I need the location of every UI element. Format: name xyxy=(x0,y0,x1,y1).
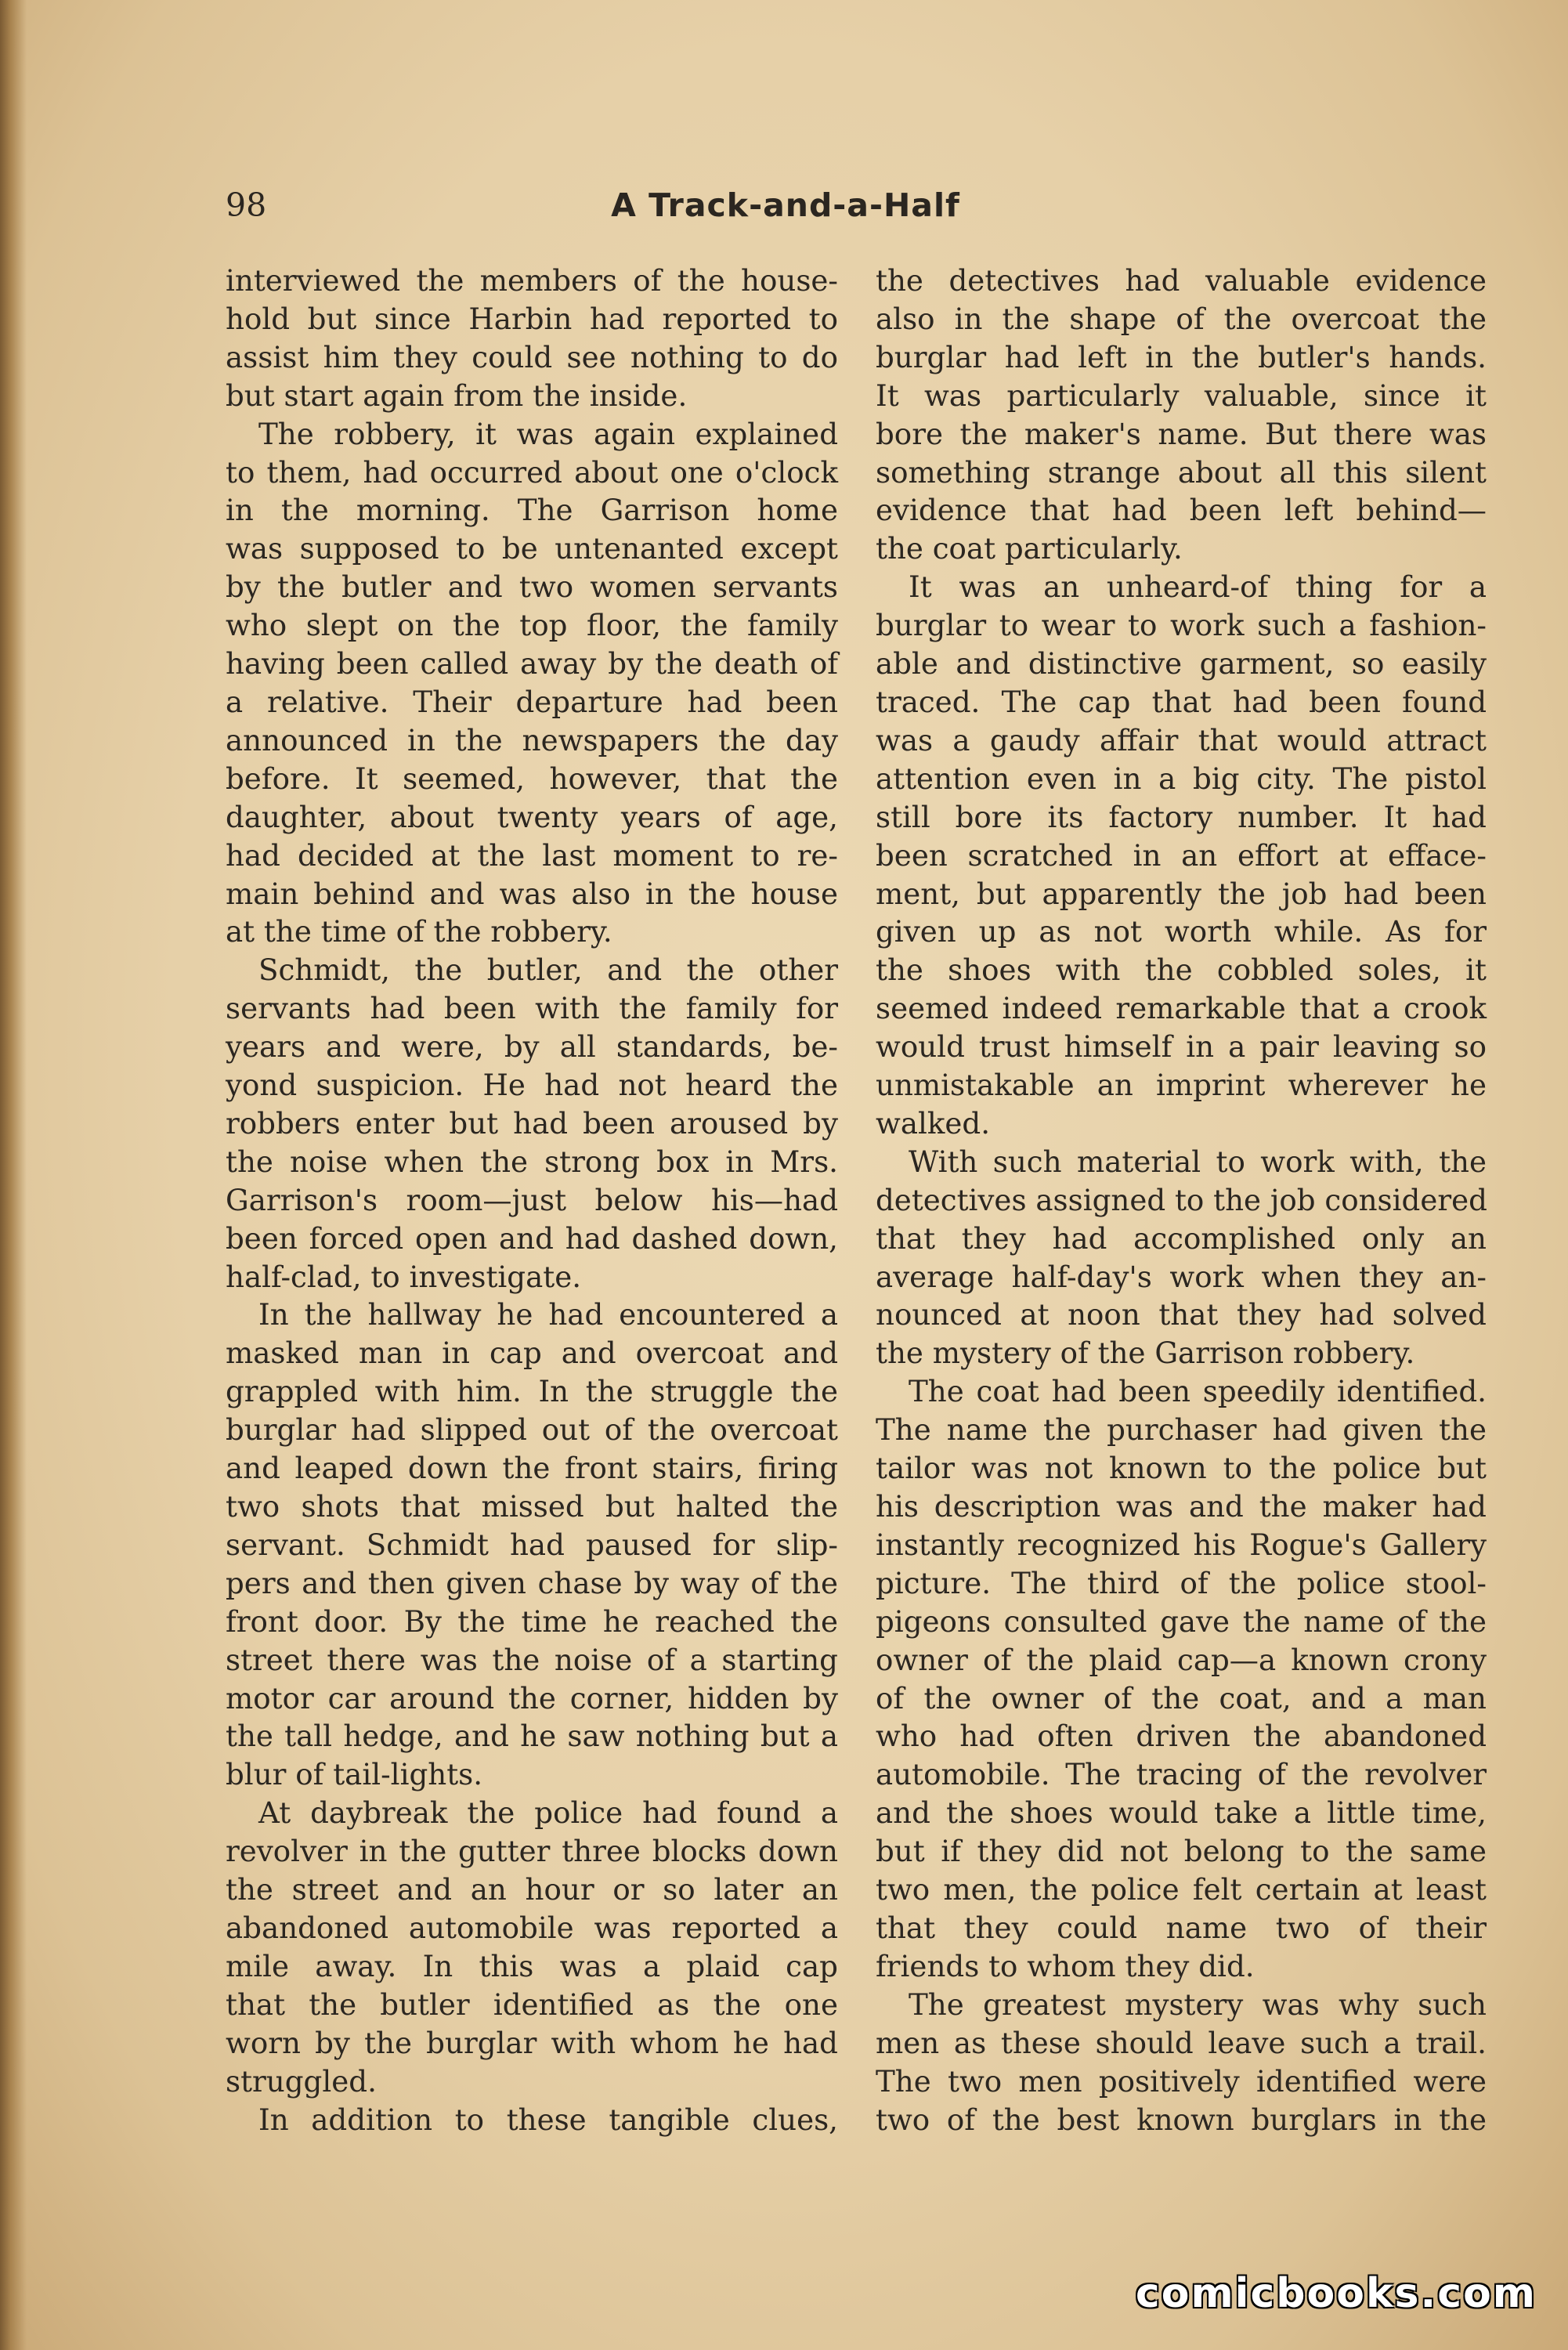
text-line: before. It seemed, however, that the xyxy=(226,761,838,796)
text-line: assist him they could see nothing to do xyxy=(226,339,838,374)
text-line: who had often driven the abandoned xyxy=(876,1719,1487,1754)
text-line: owner of the plaid cap—a known crony xyxy=(876,1642,1487,1677)
text-line: nounced at noon that they had solved xyxy=(876,1297,1487,1332)
text-line: yond suspicion. He had not heard the xyxy=(226,1068,838,1103)
text-line: bore the maker's name. But there was xyxy=(876,416,1487,451)
text-line: having been called away by the death of xyxy=(226,646,838,682)
running-title: A Track-and-a-Half xyxy=(611,186,960,224)
text-line: men as these should leave such a trail. xyxy=(876,2025,1487,2060)
column-text xyxy=(876,262,1487,2138)
page-number: 98 xyxy=(226,186,267,224)
text-line: attention even in a big city. The pistol xyxy=(876,761,1487,796)
text-line: was a gaudy affair that would attract xyxy=(876,722,1487,757)
text-line: interviewed the members of the house- xyxy=(226,263,838,298)
text-line: abandoned automobile was reported a xyxy=(226,1910,838,1945)
text-line: been forced open and had dashed down, xyxy=(226,1220,838,1256)
page-header xyxy=(226,183,1346,227)
text-line: ment, but apparently the job had been xyxy=(876,876,1487,911)
text-line: who slept on the top floor, the family xyxy=(226,608,838,643)
text-line: pers and then given chase by way of the xyxy=(226,1565,838,1600)
text-line: by the butler and two women servants xyxy=(226,569,838,605)
text-line: traced. The cap that had been found xyxy=(876,684,1487,719)
text-line: It was an unheard-of thing for a xyxy=(909,569,1487,605)
text-column-right xyxy=(876,262,1487,2138)
text-line: able and distinctive garment, so easily xyxy=(876,646,1487,682)
text-line: detectives assigned to the job considered xyxy=(876,1182,1487,1217)
text-line: two men, the police felt certain at least xyxy=(876,1872,1487,1907)
text-line: would trust himself in a pair leaving so xyxy=(876,1029,1487,1065)
text-line: his description was and the maker had xyxy=(876,1489,1487,1524)
text-line: motor car around the corner, hidden by xyxy=(226,1680,838,1716)
text-line: a relative. Their departure had been xyxy=(226,684,838,719)
text-line: The robbery, it was again explained xyxy=(258,416,838,451)
text-line: servants had been with the family for xyxy=(226,991,838,1026)
text-line: automobile. The tracing of the revolver xyxy=(876,1757,1487,1792)
text-line: of the owner of the coat, and a man xyxy=(876,1680,1487,1716)
text-line: street there was the noise of a starting xyxy=(226,1642,838,1677)
text-line: friends to whom they did. xyxy=(876,1948,1255,1983)
text-line: With such material to work with, the xyxy=(909,1144,1487,1179)
text-line: the mystery of the Garrison robbery. xyxy=(876,1336,1415,1371)
text-line: main behind and was also in the house xyxy=(226,876,838,911)
text-line: unmistakable an imprint wherever he xyxy=(876,1068,1487,1103)
text-line: grappled with him. In the struggle the xyxy=(226,1374,838,1409)
text-line: masked man in cap and overcoat and xyxy=(226,1336,838,1371)
text-line: The greatest mystery was why such xyxy=(909,1987,1487,2022)
text-line: burglar had left in the butler's hands. xyxy=(876,339,1487,374)
text-line: two shots that missed but halted the xyxy=(226,1489,838,1524)
text-line: It was particularly valuable, since it xyxy=(876,378,1487,413)
text-line: the street and an hour or so later an xyxy=(226,1872,838,1907)
column-text xyxy=(226,262,838,2138)
text-line: and the shoes would take a little time, xyxy=(876,1795,1487,1831)
text-line: burglar had slipped out of the overcoat xyxy=(226,1412,838,1448)
text-line: two of the best known burglars in the xyxy=(876,2102,1487,2137)
text-line: daughter, about twenty years of age, xyxy=(226,799,838,834)
text-line: half-clad, to investigate. xyxy=(226,1259,582,1294)
text-line: years and were, by all standards, be- xyxy=(226,1029,838,1065)
page-spine-edge xyxy=(0,0,27,2350)
text-line: but if they did not belong to the same xyxy=(876,1834,1487,1869)
text-line: announced in the newspapers the day xyxy=(226,722,838,757)
text-line: blur of tail-lights. xyxy=(226,1757,483,1792)
text-line: instantly recognized his Rogue's Gallery xyxy=(876,1527,1487,1562)
text-line: seemed indeed remarkable that a crook xyxy=(876,991,1487,1026)
text-line: but start again from the inside. xyxy=(226,378,688,413)
text-line: worn by the burglar with whom he had xyxy=(226,2025,838,2060)
text-line: also in the shape of the overcoat the xyxy=(876,301,1487,336)
text-line: walked. xyxy=(876,1105,991,1141)
text-line: pigeons consulted gave the name of the xyxy=(876,1603,1487,1639)
text-line: that they had accomplished only an xyxy=(876,1220,1487,1256)
text-line: the coat particularly. xyxy=(876,531,1183,566)
text-line: average half-day's work when they an- xyxy=(876,1259,1487,1294)
text-line: that they could name two of their xyxy=(876,1910,1487,1945)
text-line: burglar to wear to work such a fashion- xyxy=(876,608,1487,643)
text-line: front door. By the time he reached the xyxy=(226,1603,838,1639)
text-line: servant. Schmidt had paused for slip- xyxy=(226,1527,838,1562)
text-line: and leaped down the front stairs, firing xyxy=(226,1451,838,1486)
text-line: that the butler identified as the one xyxy=(226,1987,838,2022)
text-column-left xyxy=(226,262,838,2138)
text-line: the shoes with the cobbled soles, it xyxy=(876,953,1487,988)
text-line: been scratched in an effort at efface- xyxy=(876,837,1487,873)
text-line: to them, had occurred about one o'clock xyxy=(226,454,838,490)
text-line: robbers enter but had been aroused by xyxy=(226,1105,838,1141)
text-line: the detectives had valuable evidence xyxy=(876,263,1487,298)
text-line: The coat had been speedily identified. xyxy=(909,1374,1487,1409)
text-line: The name the purchaser had given the xyxy=(876,1412,1487,1448)
text-line: In the hallway he had encountered a xyxy=(258,1297,838,1332)
text-line: the noise when the strong box in Mrs. xyxy=(226,1144,838,1179)
text-line: Schmidt, the butler, and the other xyxy=(258,953,838,988)
text-line: tailor was not known to the police but xyxy=(876,1451,1487,1486)
text-line: The two men positively identified were xyxy=(876,2063,1487,2099)
text-line: given up as not worth while. As for xyxy=(876,914,1487,949)
text-line: still bore its factory number. It had xyxy=(876,799,1487,834)
text-line: In addition to these tangible clues, xyxy=(258,2102,838,2137)
watermark: comicbooks.com xyxy=(1135,2270,1537,2317)
text-line: something strange about all this silent xyxy=(876,454,1487,490)
text-line: evidence that had been left behind— xyxy=(876,493,1487,528)
text-line: the tall hedge, and he saw nothing but a xyxy=(226,1719,838,1754)
text-line: revolver in the gutter three blocks down xyxy=(226,1834,838,1869)
text-line: had decided at the last moment to re- xyxy=(226,837,838,873)
text-line: Garrison's room—just below his—had xyxy=(226,1182,838,1217)
text-line: At daybreak the police had found a xyxy=(258,1795,838,1831)
text-line: was supposed to be untenanted except xyxy=(226,531,838,566)
text-line: picture. The third of the police stool- xyxy=(876,1565,1487,1600)
text-line: hold but since Harbin had reported to xyxy=(226,301,838,336)
text-line: in the morning. The Garrison home xyxy=(226,493,838,528)
text-line: struggled. xyxy=(226,2063,377,2099)
text-line: mile away. In this was a plaid cap xyxy=(226,1948,838,1983)
text-line: at the time of the robbery. xyxy=(226,914,612,949)
